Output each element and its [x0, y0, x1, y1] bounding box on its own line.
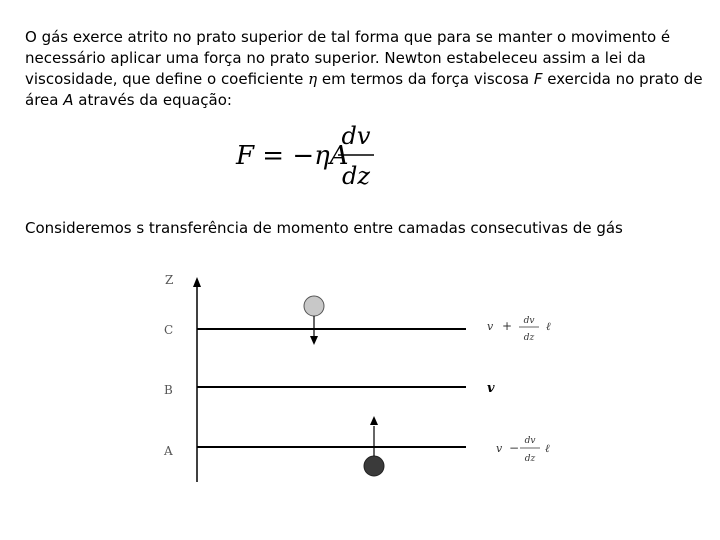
velocity-c-den: dz	[523, 333, 535, 343]
velocity-label-a	[496, 436, 550, 464]
equation-numerator: dv	[341, 122, 371, 150]
lower-molecule	[364, 456, 384, 476]
intro-text-2: em termos da força viscosa	[317, 70, 534, 88]
intro-text-1: O gás exerce atrito no prato superior de tal forma que para se manter o movimento é necessário aplicar uma força no prato superior. Newton estabeleceu assim a lei da viscosidade, que define o coeficiente	[25, 28, 671, 88]
equation-denominator: dz	[341, 162, 371, 190]
velocity-a-ell: ℓ	[545, 442, 550, 455]
velocity-label-b: v	[487, 381, 495, 396]
gas-layers-diagram	[150, 268, 570, 490]
intro-text-4: através da equação:	[73, 91, 232, 109]
intro-paragraph	[25, 27, 705, 111]
eta-symbol: η	[308, 70, 318, 88]
velocity-label-c	[487, 316, 551, 343]
layer-label-c: C	[164, 323, 174, 337]
force-symbol: F	[533, 70, 543, 88]
down-arrowhead	[310, 336, 318, 345]
velocity-a-num: dv	[524, 436, 536, 446]
axis-label-z: Z	[165, 273, 174, 287]
layer-label-b: B	[164, 383, 173, 397]
velocity-c-ell: ℓ	[546, 320, 551, 333]
layer-label-a: A	[164, 444, 173, 458]
equation-lhs: F = −ηA	[236, 141, 349, 171]
velocity-c-v: v	[487, 320, 494, 333]
velocity-a-op: −	[509, 441, 520, 455]
area-symbol: A	[63, 91, 74, 109]
viscosity-equation	[230, 120, 390, 192]
velocity-a-den: dz	[524, 454, 536, 464]
velocity-c-op: +	[502, 319, 513, 333]
z-axis-arrowhead	[193, 277, 201, 287]
momentum-paragraph: Consideremos s transferência de momento entre camadas consecutivas de gás	[25, 219, 623, 237]
intro-text-3: exercida no prato de área	[25, 70, 703, 109]
velocity-a-v: v	[496, 442, 503, 455]
upper-molecule	[304, 296, 324, 316]
velocity-c-num: dv	[523, 316, 535, 326]
up-arrowhead	[370, 416, 378, 425]
